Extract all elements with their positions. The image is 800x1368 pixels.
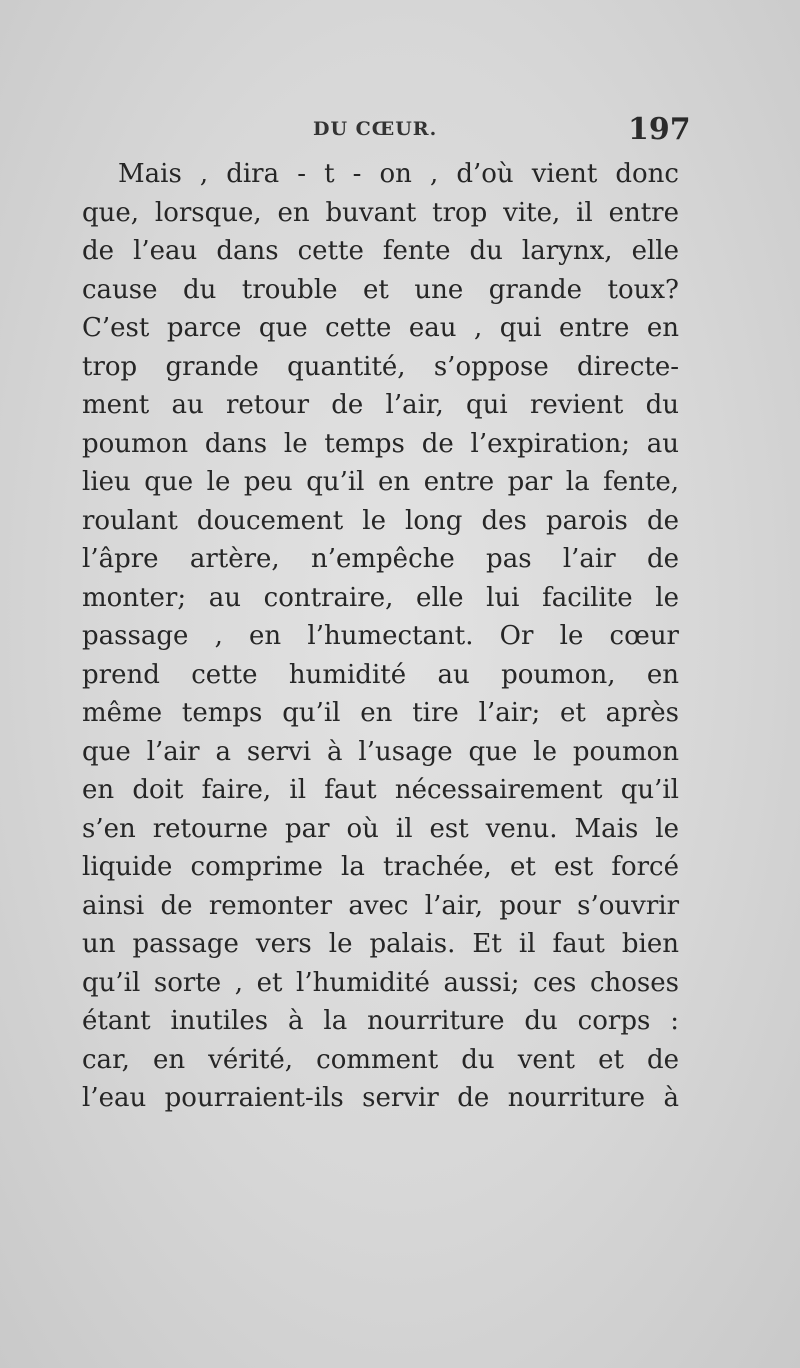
running-head: DU CŒUR.: [313, 118, 438, 140]
text-line: que, lorsque, en buvant trop vite, il entre: [82, 197, 679, 228]
text-line: passage , en l’humectant. Or le cœur: [82, 621, 679, 651]
body-text: [82, 155, 679, 1118]
text-line: monter; au contraire, elle lui facilite le: [82, 582, 679, 613]
text-line: poumon dans le temps de l’expiration; au: [82, 428, 679, 459]
text-line: roulant doucement le long des parois de: [82, 505, 679, 536]
text-line: s’en retourne par où il est venu. Mais le: [82, 813, 679, 844]
text-line: lieu que le peu qu’il en entre par la fente,: [82, 467, 679, 497]
text-line: car, en vérité, comment du vent et de: [82, 1044, 679, 1075]
text-line: étant inutiles à la nourriture du corps :: [82, 1006, 679, 1036]
text-line: un passage vers le palais. Et il faut bien: [82, 929, 679, 959]
page-header: [0, 112, 800, 152]
text-line: ment au retour de l’air, qui revient du: [82, 390, 679, 420]
text-line: en doit faire, il faut nécessairement qu’il: [82, 775, 679, 805]
text-line: l’âpre artère, n’empêche pas l’air de: [82, 544, 679, 574]
text-line: trop grande quantité, s’oppose directe-: [82, 351, 679, 382]
text-line: même temps qu’il en tire l’air; et après: [82, 698, 679, 728]
page-number: 197: [628, 112, 691, 147]
text-line: l’eau pourraient-ils servir de nourriture à: [82, 1083, 679, 1113]
text-line: C’est parce que cette eau , qui entre en: [82, 313, 679, 343]
text-line: que l’air a servi à l’usage que le poumon: [82, 736, 679, 767]
text-line: ainsi de remonter avec l’air, pour s’ouvrir: [82, 890, 679, 921]
text-line: qu’il sorte , et l’humidité aussi; ces choses: [82, 967, 679, 998]
text-line: prend cette humidité au poumon, en: [82, 659, 679, 690]
text-line: Mais , dira - t - on , d’où vient donc: [118, 159, 679, 189]
text-line: liquide comprime la trachée, et est forcé: [82, 852, 679, 882]
text-line: de l’eau dans cette fente du larynx, elle: [82, 236, 679, 266]
text-line: cause du trouble et une grande toux?: [82, 274, 679, 305]
